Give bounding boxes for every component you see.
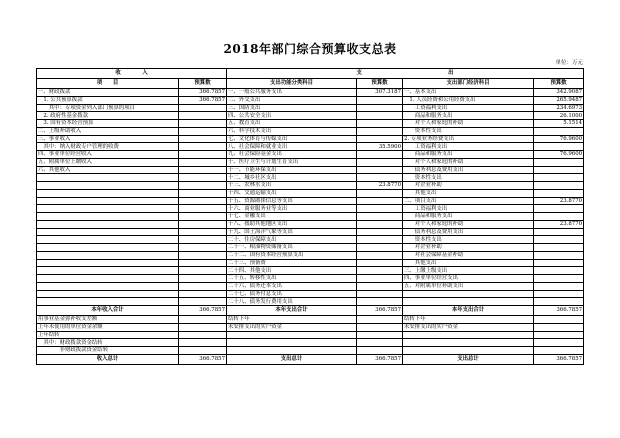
table-cell: 十四、交通运输支出 <box>227 189 357 197</box>
table-cell <box>357 267 403 275</box>
table-cell: 上年结转 <box>37 331 179 339</box>
table-cell <box>37 236 179 244</box>
table-row <box>37 205 584 213</box>
table-cell: 四、事业单位经营收入 <box>37 151 179 159</box>
table-cell <box>534 251 584 259</box>
table-cell: 其中：纳入财政专户管理的收费 <box>37 143 179 151</box>
table-cell: 二十六、债务还本支出 <box>227 282 357 290</box>
table-cell: 四、公共安全支出 <box>227 112 357 120</box>
table-cell <box>179 347 227 355</box>
table-cell: 六、其他收入 <box>37 166 179 174</box>
table-cell: 资本性支出 <box>403 174 534 182</box>
table-cell: 债务利息及费用支出 <box>403 166 534 174</box>
table-cell <box>357 290 403 298</box>
table-row <box>37 112 584 120</box>
table-cell <box>403 290 534 298</box>
col-header-econ: 支出部门经济科目 <box>403 79 534 89</box>
table-cell <box>179 182 227 190</box>
table-cell: 307.3187 <box>357 89 403 97</box>
table-cell <box>534 339 584 347</box>
table-cell: 二、上级补助收入 <box>37 127 179 135</box>
table-cell: 对个人和家庭的补助 <box>403 120 534 128</box>
table-row <box>37 267 584 275</box>
table-row <box>37 197 584 205</box>
budget-summary-table <box>36 68 584 365</box>
table-cell: 二十五、转移性支出 <box>227 275 357 283</box>
table-cell: 商品和服务支出 <box>403 112 534 120</box>
table-cell: 一、基本支出 <box>403 89 534 97</box>
table-cell <box>179 197 227 205</box>
table-row <box>37 323 584 331</box>
table-cell: 十、医疗卫生与计划生育支出 <box>227 158 357 166</box>
table-cell: 九、社会保险基金支出 <box>227 151 357 159</box>
table-cell: 债务利息及费用支出 <box>403 228 534 236</box>
table-cell: 35.5900 <box>357 143 403 151</box>
table-cell: 十五、资源勘探信息等支出 <box>227 197 357 205</box>
table-cell <box>357 298 403 306</box>
table-cell <box>357 166 403 174</box>
table-cell: 366.7857 <box>179 96 227 104</box>
table-cell <box>227 339 357 347</box>
table-row <box>37 282 584 290</box>
table-cell: 结转下年 <box>403 316 534 324</box>
unit-label: 单位：万元 <box>555 60 583 66</box>
table-cell <box>227 331 357 339</box>
table-row <box>37 174 584 182</box>
table-cell <box>37 282 179 290</box>
table-cell: 其他支出 <box>403 259 534 267</box>
table-cell: 234.6973 <box>534 104 584 112</box>
table-cell: 其他支出 <box>403 189 534 197</box>
col-header-budget: 预算数 <box>179 79 227 89</box>
table-cell <box>534 282 584 290</box>
table-cell <box>357 127 403 135</box>
table-row <box>37 228 584 236</box>
table-cell: 对社会保障基金补助 <box>403 251 534 259</box>
year-total-row <box>37 306 584 316</box>
table-cell <box>357 174 403 182</box>
table-cell <box>227 347 357 355</box>
table-cell <box>357 236 403 244</box>
table-cell: 三、上缴上级支出 <box>403 267 534 275</box>
table-cell <box>179 205 227 213</box>
table-cell <box>179 189 227 197</box>
table-cell <box>357 135 403 143</box>
table-cell <box>179 316 227 324</box>
table-cell <box>357 282 403 290</box>
table-cell: 十一、节能环保支出 <box>227 166 357 174</box>
table-cell <box>357 347 403 355</box>
table-cell <box>534 228 584 236</box>
table-cell: 366.7857 <box>534 306 584 316</box>
table-cell: 六、科学技术支出 <box>227 127 357 135</box>
table-cell: 265.9487 <box>534 96 584 104</box>
table-cell <box>534 127 584 135</box>
table-cell <box>357 120 403 128</box>
table-cell <box>357 151 403 159</box>
table-cell <box>357 213 403 221</box>
table-cell <box>37 205 179 213</box>
table-cell <box>534 275 584 283</box>
table-cell <box>179 323 227 331</box>
table-cell <box>179 282 227 290</box>
table-cell <box>179 127 227 135</box>
table-cell: 本年收入合计 <box>37 306 179 316</box>
table-row <box>37 89 584 97</box>
table-cell <box>534 259 584 267</box>
table-cell <box>357 104 403 112</box>
table-cell: 十八、援助其他地区支出 <box>227 220 357 228</box>
table-cell <box>179 120 227 128</box>
table-row <box>37 143 584 151</box>
table-cell: 工资福利支出 <box>403 104 534 112</box>
header-row-groups <box>37 69 584 79</box>
table-row <box>37 96 584 104</box>
table-cell <box>37 174 179 182</box>
table-cell <box>357 316 403 324</box>
table-cell <box>357 158 403 166</box>
table-cell: 对企业补助 <box>403 244 534 252</box>
table-cell: 366.7857 <box>179 306 227 316</box>
table-cell <box>534 236 584 244</box>
table-cell <box>179 158 227 166</box>
table-cell: 商品和服务支出 <box>403 213 534 221</box>
table-cell: 未安排支出的实户资金 <box>227 323 357 331</box>
table-cell <box>37 244 179 252</box>
table-cell <box>534 189 584 197</box>
table-cell: 十九、国土海洋气象等支出 <box>227 228 357 236</box>
table-cell: 五、对附属单位补助支出 <box>403 282 534 290</box>
table-cell: 二十七、债务付息支出 <box>227 290 357 298</box>
table-cell <box>179 143 227 151</box>
table-cell: 366.7857 <box>534 354 584 364</box>
table-cell <box>534 244 584 252</box>
table-cell <box>534 267 584 275</box>
table-cell <box>179 290 227 298</box>
table-cell: 二、外交支出 <box>227 96 357 104</box>
table-row <box>37 127 584 135</box>
table-cell: 3. 国有资本经营预算 <box>37 120 179 128</box>
table-cell: 二十一、粮油物资储备支出 <box>227 244 357 252</box>
income-group-header: 收 入 <box>37 69 227 79</box>
table-cell <box>534 347 584 355</box>
table-cell <box>179 251 227 259</box>
grand-total-row <box>37 354 584 364</box>
table-cell: 工资福利支出 <box>403 143 534 151</box>
table-cell: 三、国防支出 <box>227 104 357 112</box>
table-cell: 十七、金融支出 <box>227 213 357 221</box>
table-cell <box>534 205 584 213</box>
table-cell <box>534 290 584 298</box>
table-cell <box>179 112 227 120</box>
table-cell <box>534 298 584 306</box>
table-cell <box>37 228 179 236</box>
table-cell <box>357 220 403 228</box>
table-cell: 2. 政府性基金拨款 <box>37 112 179 120</box>
table-row <box>37 151 584 159</box>
table-cell: 收入总计 <box>37 354 179 364</box>
table-cell: 对企业补助 <box>403 182 534 190</box>
table-cell <box>357 96 403 104</box>
table-cell <box>534 166 584 174</box>
table-cell: 2. 专项业务经费支出 <box>403 135 534 143</box>
table-cell <box>534 331 584 339</box>
table-cell: 76.9600 <box>534 135 584 143</box>
table-cell <box>357 259 403 267</box>
table-cell <box>179 298 227 306</box>
col-header-budget3: 预算数 <box>534 79 584 89</box>
table-cell <box>179 166 227 174</box>
table-cell <box>357 323 403 331</box>
table-cell: 用事业基金弥补收支差额 <box>37 316 179 324</box>
table-cell <box>37 251 179 259</box>
table-cell <box>37 267 179 275</box>
table-cell: 1. 公共预算拨款 <box>37 96 179 104</box>
table-cell <box>179 213 227 221</box>
table-cell <box>37 213 179 221</box>
table-cell <box>357 251 403 259</box>
table-cell: 支出总计 <box>227 354 357 364</box>
table-cell <box>357 339 403 347</box>
table-cell <box>179 275 227 283</box>
table-cell <box>37 182 179 190</box>
table-cell: 26.1000 <box>534 112 584 120</box>
table-cell: 上年未使用的单位资金余额 <box>37 323 179 331</box>
table-row <box>37 182 584 190</box>
table-cell: 366.7857 <box>179 89 227 97</box>
table-cell <box>357 197 403 205</box>
expend-group-header: 支 出 <box>227 69 584 79</box>
table-cell: 十三、农林水支出 <box>227 182 357 190</box>
table-cell <box>37 298 179 306</box>
table-cell: 366.7857 <box>357 354 403 364</box>
table-row <box>37 213 584 221</box>
table-cell: 5.1514 <box>534 120 584 128</box>
table-cell: 366.7857 <box>357 306 403 316</box>
table-cell <box>179 220 227 228</box>
table-cell: 二十、住房保障支出 <box>227 236 357 244</box>
table-cell <box>357 112 403 120</box>
table-cell <box>179 244 227 252</box>
table-row <box>37 236 584 244</box>
table-cell <box>37 197 179 205</box>
table-cell: 十六、商业服务业等支出 <box>227 205 357 213</box>
table-cell: 支出总计 <box>403 354 534 364</box>
table-cell: 五、教育支出 <box>227 120 357 128</box>
table-cell <box>357 244 403 252</box>
table-cell: 366.7857 <box>179 354 227 364</box>
table-cell: 76.9600 <box>534 151 584 159</box>
table-row <box>37 158 584 166</box>
table-cell: 对个人和家庭的补助 <box>403 220 534 228</box>
table-row <box>37 251 584 259</box>
table-row <box>37 166 584 174</box>
table-cell <box>534 174 584 182</box>
table-row <box>37 104 584 112</box>
table-row <box>37 339 584 347</box>
table-cell: 23.8770 <box>534 220 584 228</box>
table-cell <box>37 220 179 228</box>
table-cell: 一、一般公共服务支出 <box>227 89 357 97</box>
table-cell: 一、财政拨款 <box>37 89 179 97</box>
table-row <box>37 347 584 355</box>
table-cell <box>179 151 227 159</box>
table-row <box>37 135 584 143</box>
table-cell: 其中：财政拨款资金结转 <box>37 339 179 347</box>
table-cell <box>357 275 403 283</box>
table-cell: 工资福利支出 <box>403 205 534 213</box>
table-cell: 资本性支出 <box>403 236 534 244</box>
table-cell <box>357 205 403 213</box>
table-cell: 二十二、国有资本经营预算支出 <box>227 251 357 259</box>
table-cell: 商品和服务支出 <box>403 151 534 159</box>
table-cell <box>534 316 584 324</box>
table-cell <box>357 228 403 236</box>
table-cell: 二、项目支出 <box>403 197 534 205</box>
table-row <box>37 316 584 324</box>
table-cell: 23.8770 <box>357 182 403 190</box>
table-row <box>37 275 584 283</box>
table-cell: 八、社会保障和就业支出 <box>227 143 357 151</box>
table-row <box>37 244 584 252</box>
table-cell: 其中：专项资金列入部门预算的项目 <box>37 104 179 112</box>
table-cell: 十二、城乡社区支出 <box>227 174 357 182</box>
table-row <box>37 220 584 228</box>
table-cell <box>179 259 227 267</box>
table-row <box>37 189 584 197</box>
table-cell <box>534 213 584 221</box>
table-cell: 二十三、预备费 <box>227 259 357 267</box>
table-cell <box>179 174 227 182</box>
table-cell: 四、事业单位经营支出 <box>403 275 534 283</box>
table-cell: 本年支出合计 <box>403 306 534 316</box>
col-header-budget2: 预算数 <box>357 79 403 89</box>
table-row <box>37 120 584 128</box>
table-cell <box>179 135 227 143</box>
table-cell: 二十八、债务发行费用支出 <box>227 298 357 306</box>
table-cell <box>534 182 584 190</box>
table-cell: 资本性支出 <box>403 127 534 135</box>
table-cell: 未安排支出的实户资金 <box>403 323 534 331</box>
table-cell: 1. 人员经费和公用经费支出 <box>403 96 534 104</box>
table-cell <box>37 189 179 197</box>
table-row <box>37 290 584 298</box>
table-cell <box>403 347 534 355</box>
table-cell <box>179 331 227 339</box>
table-cell <box>357 189 403 197</box>
table-cell: 二十四、其他支出 <box>227 267 357 275</box>
table-cell <box>403 331 534 339</box>
table-cell: 五、附属单位上缴收入 <box>37 158 179 166</box>
table-cell: 结转下年 <box>227 316 357 324</box>
table-cell: 非财政拨款资金结转 <box>37 347 179 355</box>
table-cell: 对个人和家庭的补助 <box>403 158 534 166</box>
table-cell <box>534 143 584 151</box>
table-cell: 23.8770 <box>534 197 584 205</box>
table-cell: 三、事业收入 <box>37 135 179 143</box>
table-cell: 七、文化体育与传媒支出 <box>227 135 357 143</box>
table-cell <box>179 339 227 347</box>
page-title: 2018年部门综合预算收支总表 <box>223 42 397 56</box>
table-cell <box>37 259 179 267</box>
table-cell <box>534 323 584 331</box>
header-row-columns <box>37 79 584 89</box>
table-cell <box>403 298 534 306</box>
table-row <box>37 259 584 267</box>
table-cell <box>357 331 403 339</box>
table-cell <box>403 339 534 347</box>
table-cell <box>179 228 227 236</box>
table-row <box>37 298 584 306</box>
table-cell <box>534 158 584 166</box>
col-header-func: 支出功能分类科目 <box>227 79 357 89</box>
table-cell <box>179 267 227 275</box>
table-row <box>37 331 584 339</box>
table-cell <box>37 290 179 298</box>
table-cell: 342.9087 <box>534 89 584 97</box>
col-header-project: 项 目 <box>37 79 179 89</box>
table-cell <box>37 275 179 283</box>
table-cell: 本年支出合计 <box>227 306 357 316</box>
table-cell <box>179 104 227 112</box>
table-cell <box>179 236 227 244</box>
